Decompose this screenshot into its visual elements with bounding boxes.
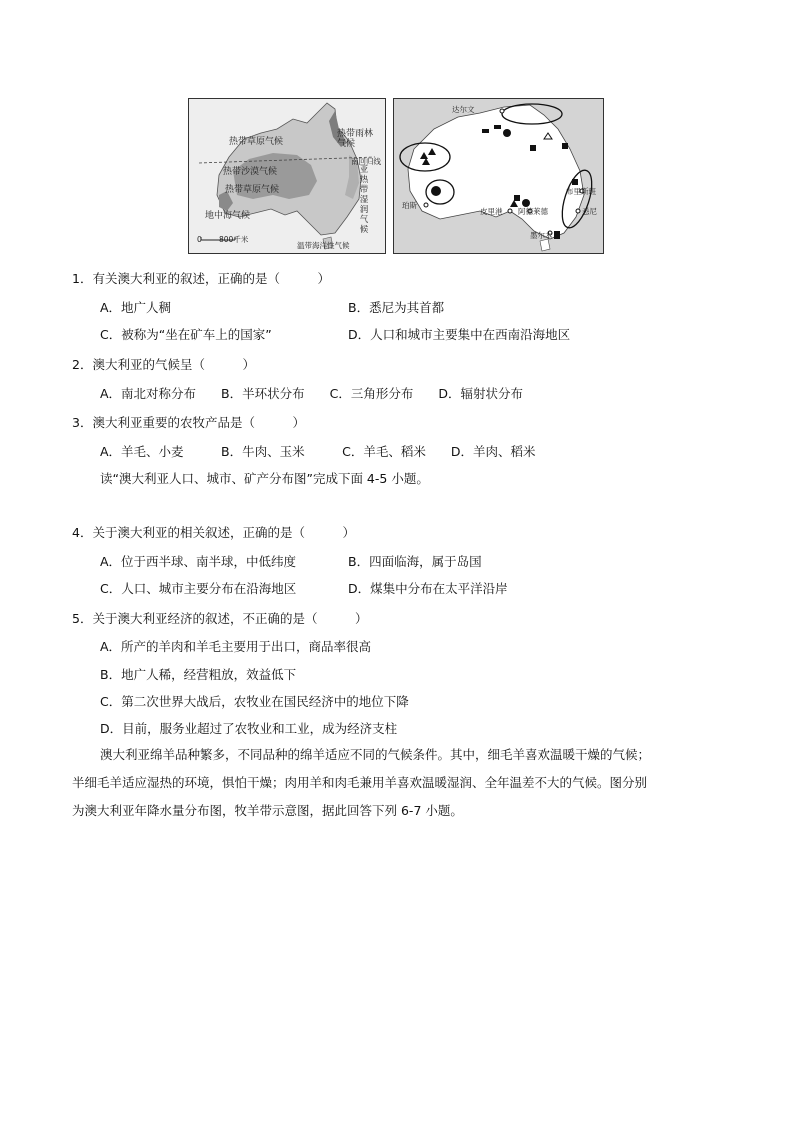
question-5-stem: 5．关于澳大利亚经济的叙述，不正确的是（ ） bbox=[72, 611, 368, 626]
question-5-option-d: D．目前，服务业超过了农牧业和工业，成为经济支柱 bbox=[100, 721, 398, 736]
label-tropical-rainforest: 热带雨林气候 bbox=[337, 129, 374, 149]
question-4-option-a: A．位于西半球、南半球，中低纬度 bbox=[100, 554, 297, 569]
question-4-option-d: D．煤集中分布在太平洋沿岸 bbox=[348, 581, 508, 596]
question-1-stem: 1．有关澳大利亚的叙述，正确的是（ ） bbox=[72, 271, 330, 286]
city-label-pilbara: 皮里港 bbox=[480, 207, 503, 216]
question-5-option-c: C．第二次世界大战后，农牧业在国民经济中的地位下降 bbox=[100, 694, 409, 709]
final-paragraph-line-3: 为澳大利亚年降水量分布图，牧羊带示意图，据此回答下列 6-7 小题。 bbox=[72, 803, 463, 818]
climate-map bbox=[188, 98, 386, 254]
question-1-option-b: B．悉尼为其首都 bbox=[348, 300, 445, 315]
question-4-option-b: B．四面临海，属于岛国 bbox=[348, 554, 482, 569]
label-tropical-grassland-north: 热带草原气候 bbox=[229, 137, 284, 147]
question-3-stem: 3．澳大利亚重要的农牧产品是（ ） bbox=[72, 415, 305, 430]
question-1-option-c: C．被称为“坐在矿车上的国家” bbox=[100, 327, 272, 342]
city-label-sydney: 悉尼 bbox=[582, 207, 597, 216]
city-label-adelaide: 阿德莱德 bbox=[518, 207, 548, 216]
city-label-melbourne: 墨尔本 bbox=[530, 231, 553, 240]
question-2-options: A．南北对称分布 B．半环状分布 C．三角形分布 D．辐射状分布 bbox=[100, 386, 523, 401]
resource-map bbox=[393, 98, 604, 254]
final-paragraph-line-1: 澳大利亚绵羊品种繁多，不同品种的绵羊适应不同的气候条件。其中，细毛羊喜欢温暖干燥的气候； bbox=[100, 747, 651, 762]
question-5-option-a: A．所产的羊肉和羊毛主要用于出口，商品率很高 bbox=[100, 639, 372, 654]
city-label-brisbane: 布里斯班 bbox=[566, 187, 596, 196]
label-tropical-grassland-south: 热带草原气候 bbox=[225, 185, 280, 195]
label-temperate-oceanic: 温带海洋性气候 bbox=[297, 241, 350, 250]
question-1-option-d: D．人口和城市主要集中在西南沿海地区 bbox=[348, 327, 571, 342]
question-4-stem: 4．关于澳大利亚的相关叙述，正确的是（ ） bbox=[72, 525, 355, 540]
label-mediterranean: 地中海气候 bbox=[205, 211, 251, 221]
question-2-stem: 2．澳大利亚的气候呈（ ） bbox=[72, 357, 255, 372]
resource-map-graphic bbox=[394, 99, 603, 253]
question-5-option-b: B．地广人稀，经营粗放，效益低下 bbox=[100, 667, 297, 682]
scale-zero: 0 bbox=[197, 235, 202, 244]
question-4-option-c: C．人口、城市主要分布在沿海地区 bbox=[100, 581, 297, 596]
question-3-options: A．羊毛、小麦 B．牛肉、玉米 C．羊毛、稻米 D．羊肉、稻米 bbox=[100, 444, 536, 459]
city-label-darwin: 达尔文 bbox=[452, 105, 475, 114]
question-1-option-a: A．地广人稠 bbox=[100, 300, 172, 315]
figure-maps bbox=[188, 98, 604, 254]
label-tropic-of-capricorn: 南回归线 bbox=[351, 157, 381, 166]
label-tropical-desert: 热带沙漠气候 bbox=[223, 167, 278, 177]
climate-map-graphic bbox=[189, 99, 385, 253]
city-label-perth: 珀斯 bbox=[402, 201, 417, 210]
scale-label: 800千米 bbox=[219, 235, 249, 244]
final-paragraph-line-2: 半细毛羊适应湿热的环境，惧怕干燥；肉用羊和肉毛兼用羊喜欢温暖湿润、全年温差不大的气候。图分别 bbox=[72, 775, 648, 790]
intro-4-5: 读“澳大利亚人口、城市、矿产分布图”完成下面 4-5 小题。 bbox=[100, 471, 429, 486]
label-subtropical-humid: 亚热带湿润气候 bbox=[359, 165, 369, 235]
